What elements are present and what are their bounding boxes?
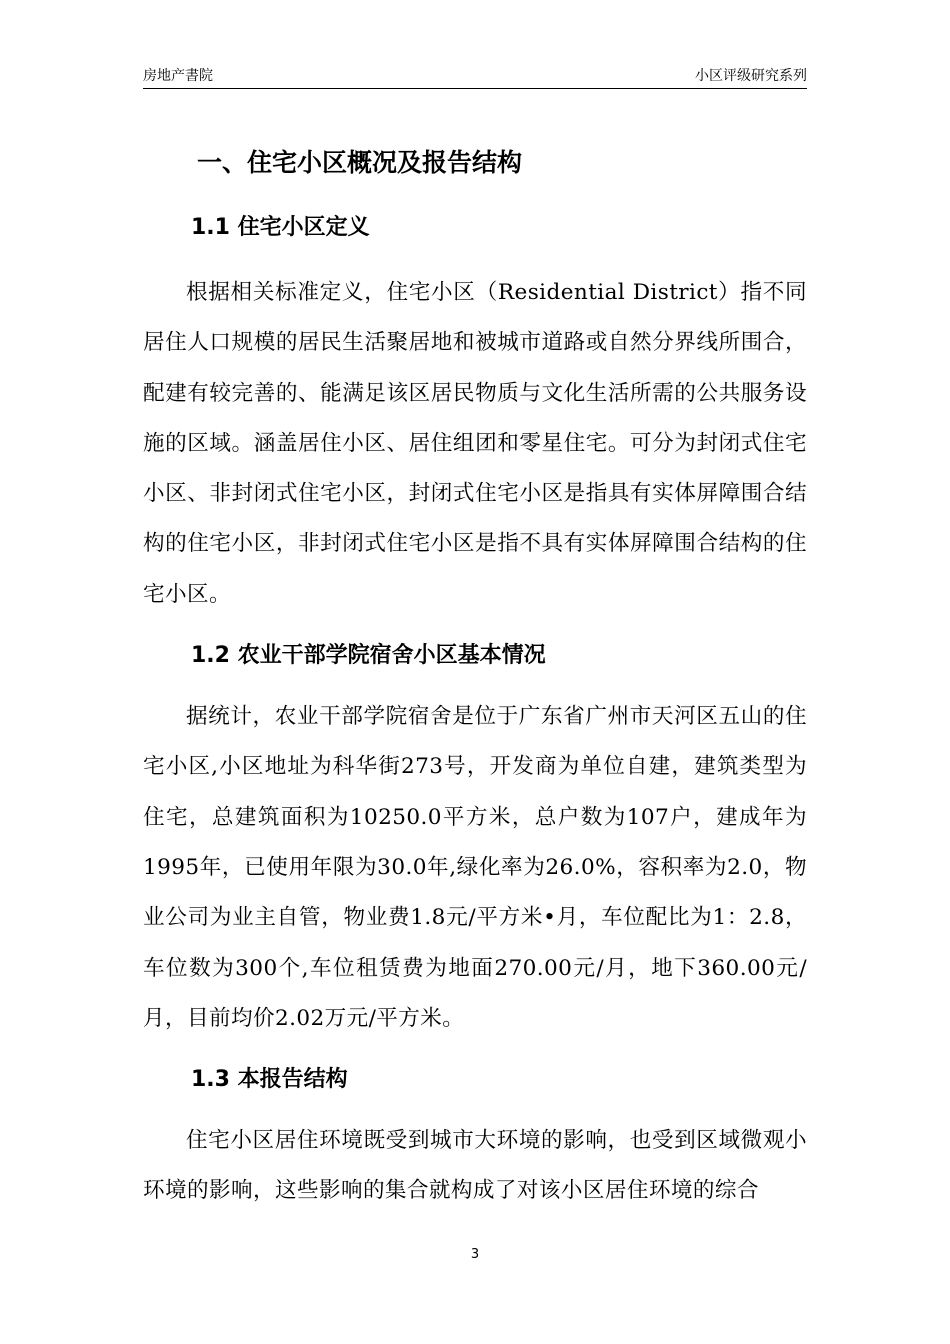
page-header	[143, 66, 807, 89]
header-left-title: 房地产書院	[143, 68, 213, 84]
section-heading-1-2: 1.2 农业干部学院宿舍小区基本情况	[191, 643, 546, 669]
section-paragraph-1-1: 根据相关标准定义，住宅小区（Residential District）指不同居住人口规模的居民生活聚居地和被城市道路或自然分界线所围合，配建有较完善的、能满足该区居民物质与文化生活所需的公共服务设施的区域。涵盖居住小区、居住组团和零星住宅。可分为封闭式住宅小区、非封闭式住宅小区，封闭式住宅小区是指具有实体屏障围合结构的住宅小区，非封闭式住宅小区是指不具有实体屏障围合结构的住宅小区。	[143, 280, 807, 607]
page-number: 3	[470, 1247, 480, 1262]
section-paragraph-1-2: 据统计，农业干部学院宿舍是位于广东省广州市天河区五山的住宅小区,小区地址为科华街273号，开发商为单位自建，建筑类型为住宅，总建筑面积为10250.0平方米，总户数为107户，建成年为1995年，已使用年限为30.0年,绿化率为26.0%，容积率为2.0，物业公司为业主自管，物业费1.8元/平方米•月，车位配比为1：2.8，车位数为300个,车位租赁费为地面270.00元/月，地下360.00元/月，目前均价2.02万元/平方米。	[143, 704, 807, 1031]
section-heading-1-3: 1.3 本报告结构	[191, 1067, 348, 1093]
section-heading-1-1: 1.1 住宅小区定义	[191, 215, 370, 240]
header-right-title: 小区评级研究系列	[695, 68, 807, 84]
section-paragraph-1-3: 住宅小区居住环境既受到城市大环境的影响，也受到区域微观小环境的影响，这些影响的集合就构成了对该小区居住环境的综合	[143, 1128, 807, 1204]
page-content	[143, 140, 807, 1217]
chapter-title: 一、住宅小区概况及报告结构	[197, 148, 523, 177]
